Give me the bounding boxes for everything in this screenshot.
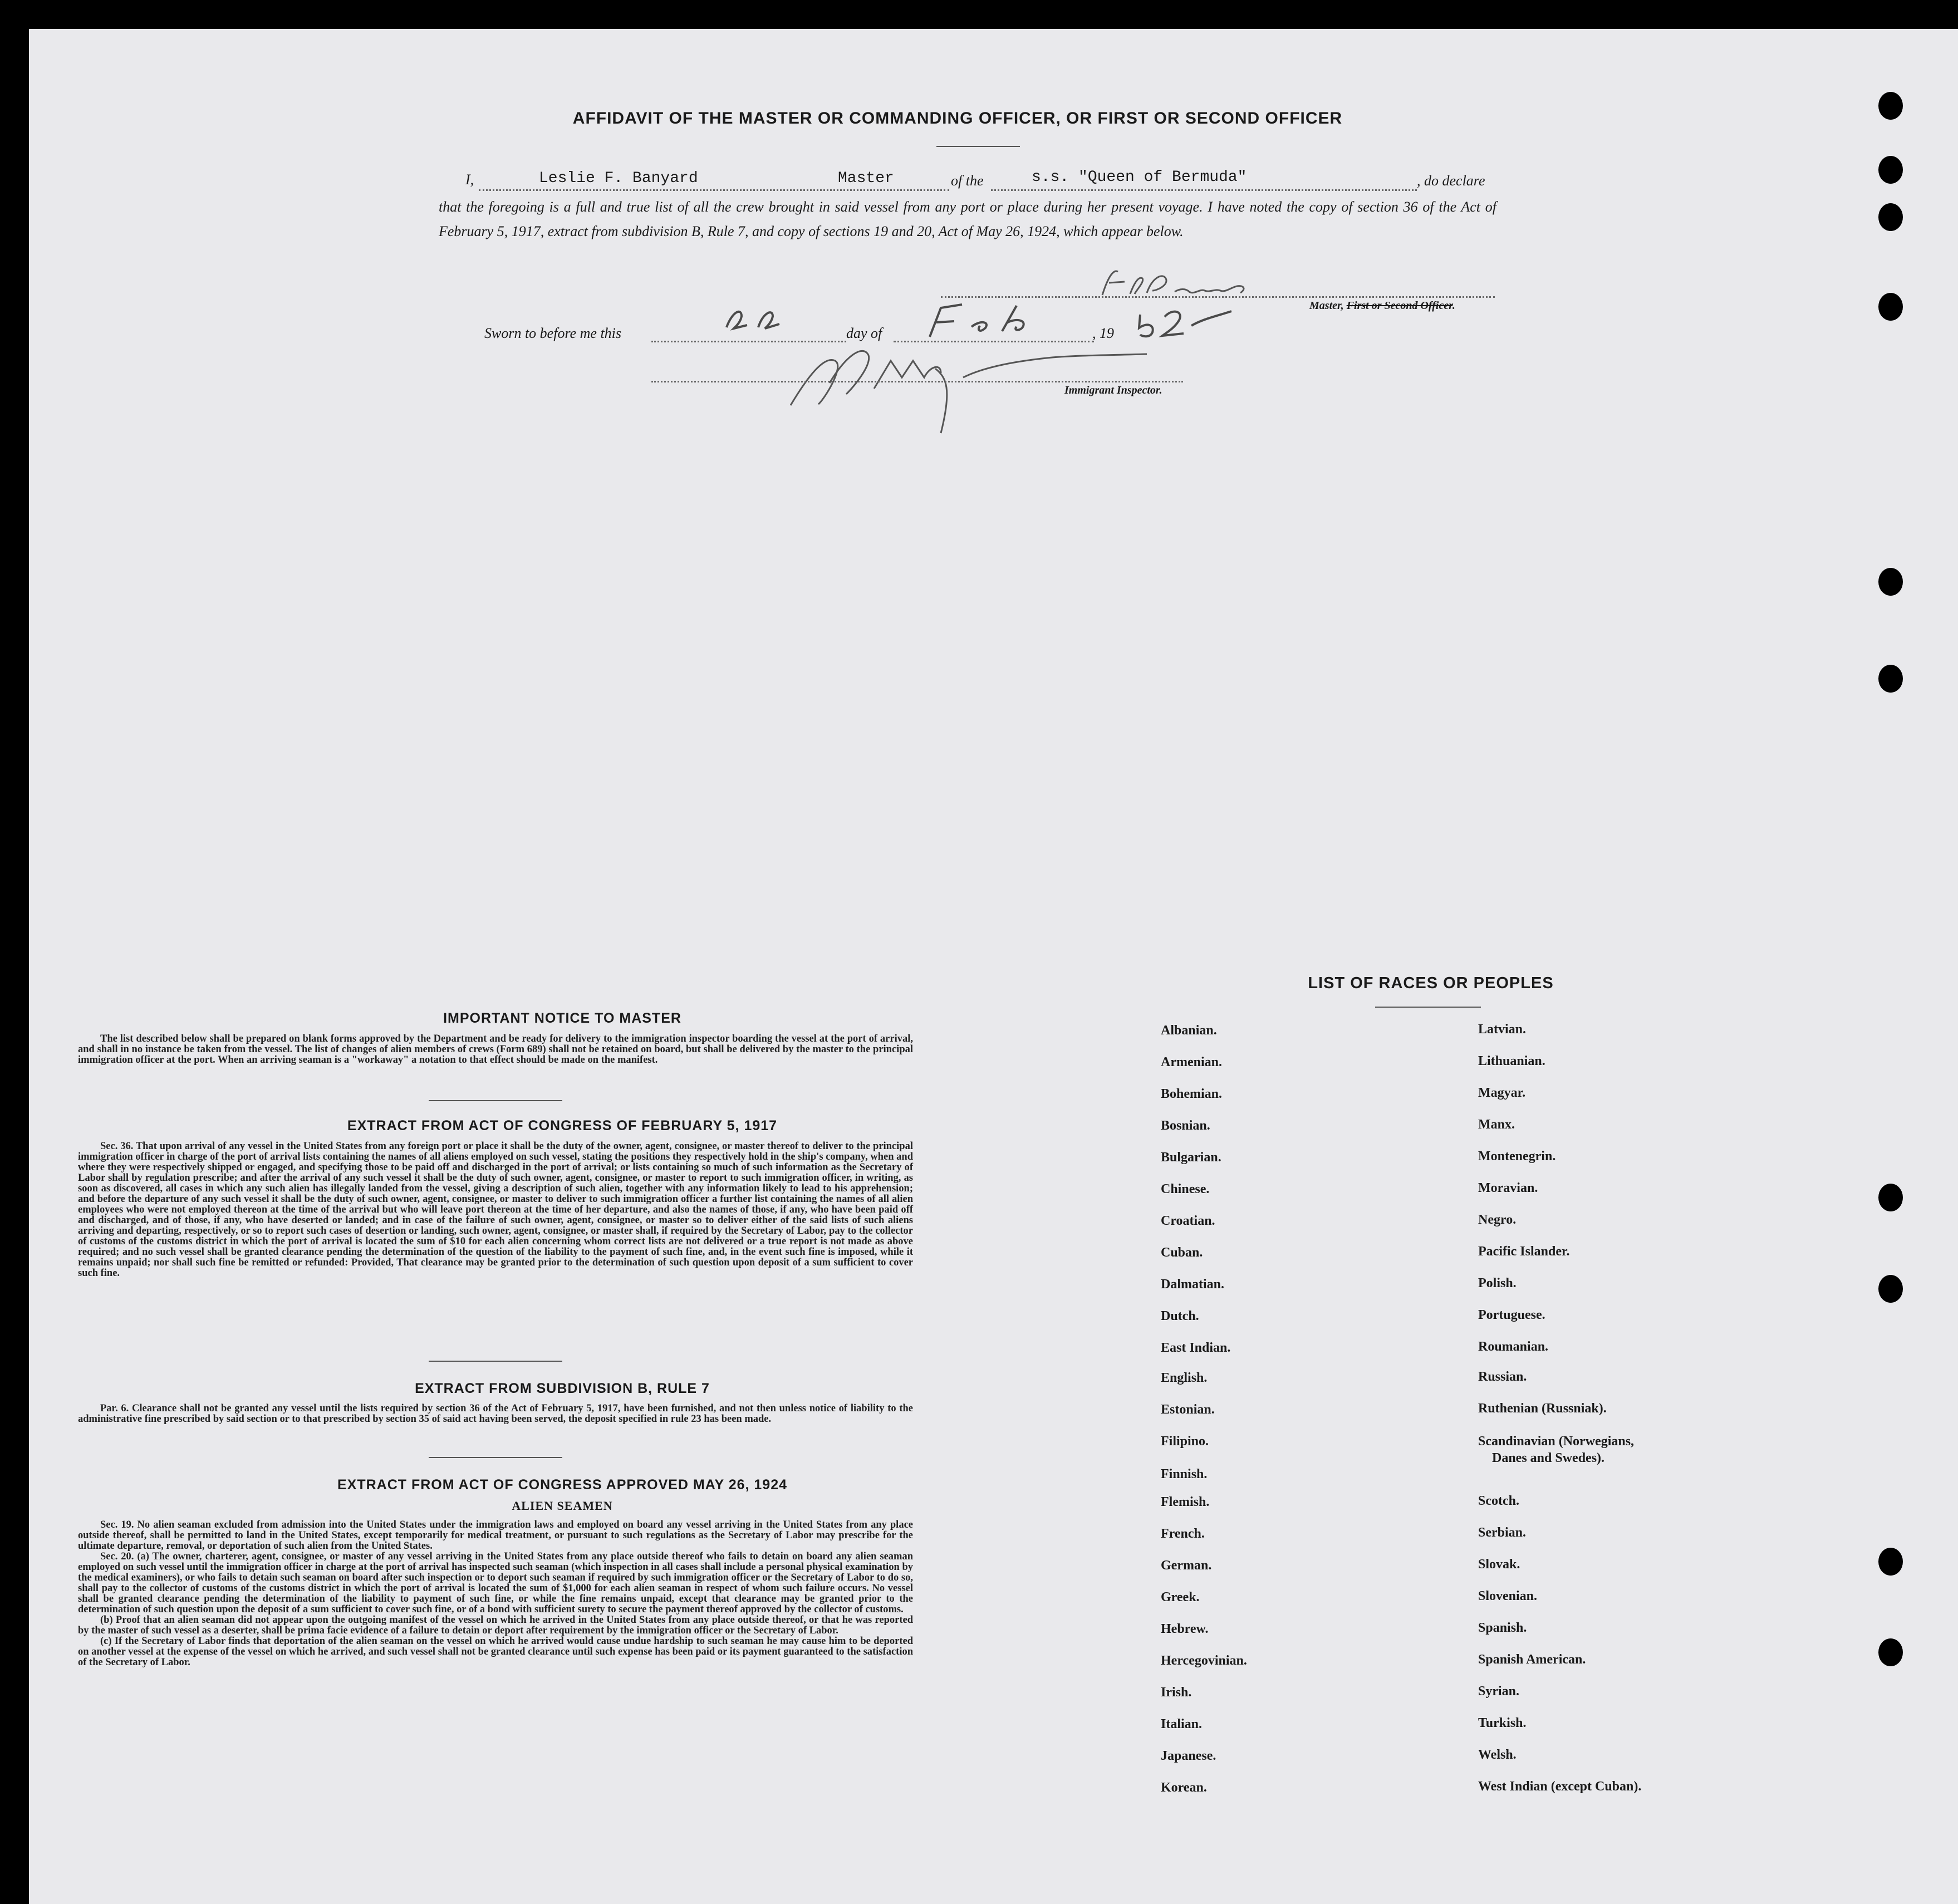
race-item: Armenian. (1161, 1055, 1222, 1069)
race-item: Pacific Islander. (1478, 1244, 1570, 1259)
sec-20b-paragraph: (b) Proof that an alien seaman did not appear upon the outgoing manifest of the vessel on which he arrived in the United States from any place outside thereof, or that he was reported by the master of such vessel as a deserter, shall be prima facie evidence of a failure to detain or deport after requirement by the immigration officer or the Secretary of Labor. (78, 1615, 913, 1636)
extract-1924-text (78, 1520, 913, 1668)
signature-caption: Master, First or Second Officer. (1309, 300, 1455, 312)
race-item: Turkish. (1478, 1716, 1527, 1730)
race-item: Scotch. (1478, 1494, 1519, 1508)
race-item: Polish. (1478, 1276, 1517, 1290)
race-item: Montenegrin. (1478, 1149, 1556, 1164)
inspector-signature-line (651, 381, 1183, 382)
extract-1924-title: EXTRACT FROM ACT OF CONGRESS APPROVED MAY 26, 1924 (337, 1477, 788, 1493)
race-item: Irish. (1161, 1685, 1192, 1700)
name-line (479, 189, 949, 191)
race-item: Greek. (1161, 1590, 1200, 1604)
race-item: Flemish. (1161, 1495, 1210, 1509)
divider (429, 1100, 562, 1101)
inspector-signature (763, 322, 1152, 439)
race-item: East Indian. (1161, 1341, 1231, 1355)
do-declare-label: , do declare (1417, 173, 1485, 189)
notice-title: IMPORTANT NOTICE TO MASTER (443, 1010, 681, 1026)
sec-20c-paragraph: (c) If the Secretary of Labor finds that deportation of the alien seaman on the vessel on which he arrived would cause undue hardship to such seaman he may cause him to be deported on another vessel at the expense of the vessel on which he arrived, and such vessel shall not be granted clearance until such expense has been paid or its payment guaranteed to the satisfaction of the Secretary of Labor. (78, 1636, 913, 1668)
punch-hole (1878, 1548, 1903, 1576)
punch-hole (1878, 665, 1903, 693)
race-item: Filipino. (1161, 1434, 1209, 1449)
master-name: Leslie F. Banyard (539, 170, 698, 187)
race-item: Magyar. (1478, 1086, 1526, 1100)
punch-hole (1878, 92, 1903, 120)
race-item: Syrian. (1478, 1684, 1520, 1699)
race-item: Bohemian. (1161, 1087, 1223, 1101)
day-of-label: day of (846, 325, 882, 341)
race-item: Latvian. (1478, 1022, 1527, 1037)
race-item: Italian. (1161, 1717, 1203, 1731)
race-item: Chinese. (1161, 1182, 1210, 1196)
race-item: Lithuanian. (1478, 1054, 1545, 1068)
divider (936, 146, 1020, 147)
races-title: LIST OF RACES OR PEOPLES (1308, 974, 1554, 992)
race-item: Spanish. (1478, 1621, 1527, 1635)
punch-hole (1878, 293, 1903, 321)
race-item: Slovak. (1478, 1557, 1520, 1572)
race-item: Albanian. (1161, 1023, 1217, 1038)
vessel-name: s.s. "Queen of Bermuda" (1032, 169, 1247, 186)
race-item: Hebrew. (1161, 1622, 1209, 1636)
vessel-line (991, 189, 1417, 191)
sec-20a-paragraph: Sec. 20. (a) The owner, charterer, agent, consignee, or master of any vessel arriving in the United States from any place outside thereof who fails to detain on board any alien seaman employed on such vessel until the immigration officer in charge at the port of arrival has inspected such seaman (which inspection in all cases shall include a personal physical examination by the medical examiners), or who fails to detain such seaman on board after such inspection or to deport such seaman if required by such immigration officer or the Secretary of Labor to do so, shall pay to the collector of customs of the customs district in which the port of arrival is located the sum of $1,000 for each alien seaman in respect of whom such failure occurs. No vessel shall be granted clearance pending the determination of the liability to payment of such fine, or while the fine remains unpaid, except that clearance may be granted prior to the determination of such question upon the deposit of a sum sufficient to cover such fine, or of a bond with sufficient surety to secure the payment thereof approved by the collector of customs. (78, 1551, 913, 1615)
extract-rule7-text: Par. 6. Clearance shall not be granted any vessel until the lists required by section 36 of the Act of February 5, 1917, have been furnished, and not then unless notice of liability to the administrative fine prescribed by said section or to that prescribed by section 35 of said act having been served, the deposit specified in rule 23 has been made. (78, 1403, 913, 1425)
race-item: Finnish. (1161, 1467, 1208, 1481)
race-item: Spanish American. (1478, 1652, 1586, 1667)
affidavit-title: AFFIDAVIT OF THE MASTER OR COMMANDING OFFICER, OR FIRST OR SECOND OFFICER (572, 109, 1343, 127)
race-item: Croatian. (1161, 1214, 1215, 1228)
race-item: English. (1161, 1371, 1208, 1385)
race-item: Scandinavian (Norwegians, (1478, 1434, 1635, 1449)
race-item: Portuguese. (1478, 1308, 1545, 1322)
race-item: Hercegovinian. (1161, 1653, 1247, 1668)
affidavit-body: that the foregoing is a full and true list of all the crew brought in said vessel from any port or place during her present voyage. I have noted the copy of section 36 of the Act of February 5, 1917, extract from subdivision B, Rule 7, and copy of sections 19 and 20, Act of May 26, 1924, which appear below. (439, 199, 1496, 239)
punch-hole (1878, 1184, 1903, 1211)
race-item: German. (1161, 1558, 1212, 1573)
race-item: Korean. (1161, 1780, 1207, 1795)
race-item: Welsh. (1478, 1748, 1517, 1762)
race-item: West Indian (except Cuban). (1478, 1779, 1642, 1794)
race-item: French. (1161, 1527, 1205, 1541)
race-item: Danes and Swedes). (1492, 1451, 1605, 1465)
race-item: Cuban. (1161, 1245, 1203, 1260)
extract-1917-text: Sec. 36. That upon arrival of any vessel in the United States from any foreign port or place it shall be the duty of the owner, agent, consignee, or master thereof to deliver to the principal immigration officer in charge of the port of arrival lists containing the names of all aliens employed on such vessel, stating the positions they respectively hold in the ship's company, when and where they were respectively shipped or engaged, and specifying those to be paid off and discharged in the port of arrival; or lists containing so much of such information as the Secretary of Labor shall by regulation prescribe; and after the arrival of any such vessel it shall be the duty of such owner, agent, consignee, or master to report to such immigration officer, in writing, as soon as discovered, all cases in which any such alien has illegally landed from the vessel, giving a description of such alien, together with any information likely to lead to his apprehension; and before the departure of any such vessel it shall be the duty of such owner, agent, consignee, or master to deliver to such immigration officer a further list containing the names of all alien employees who were not employed thereon at the time of the arrival but who will leave port thereon at the time of her departure, and also the names of those, if any, who have been paid off and discharged, and of those, if any, who have deserted or landed; and in case of the failure of such owner, agent, consignee, or master so to deliver either of the said lists of such aliens arriving and departing, respectively, or so to report such cases of desertion or landing, such owner, agent, consignee, or master shall, if required by the Secretary of Labor, pay to the collector of customs of the customs district in which the port of arrival is located the sum of $10 for each alien concerning whom correct lists are not delivered or a true report is not made as above required; and no such vessel shall be granted clearance pending the determination of the question of the liability to the payment of such fine, and, in the event such fine is imposed, while it remains unpaid; nor shall such fine be remitted or refunded: Provided, That clearance may be granted prior to the determination of such question upon deposit of a sum sufficient to cover such fine. (78, 1141, 913, 1279)
of-the-label: of the (951, 173, 984, 189)
inspector-caption: Immigrant Inspector. (1064, 384, 1162, 396)
race-item: Serbian. (1478, 1525, 1527, 1540)
punch-hole (1878, 568, 1903, 596)
punch-hole (1878, 203, 1903, 231)
race-item: Estonian. (1161, 1402, 1215, 1417)
race-item: Bulgarian. (1161, 1150, 1221, 1165)
sec-19-paragraph: Sec. 19. No alien seaman excluded from admission into the United States under the immigration laws and employed on board any vessel arriving in the United States from any place outside thereof, shall be permitted to land in the United States, except temporarily for medical treatment, or pursuant to such regulations as the Secretary of Labor may prescribe for the ultimate departure, removal, or deportation of such alien from the United States. (78, 1519, 913, 1552)
notice-text: The list described below shall be prepared on blank forms approved by the Department and be ready for delivery to the immigration inspector boarding the vessel at the port of arrival, and shall in no instance be taken from the vessel. The list of changes of alien members of crews (Form 689) shall not be retained on board, but shall be delivered by the master to the principal immigration officer at the port. When an arriving seaman is a "workaway" a notation to that effect should be made on the manifest. (78, 1033, 913, 1066)
race-item: Bosnian. (1161, 1118, 1210, 1133)
punch-hole (1878, 1275, 1903, 1303)
sworn-label: Sworn to before me this (484, 325, 622, 341)
extract-rule7-title: EXTRACT FROM SUBDIVISION B, RULE 7 (415, 1381, 710, 1396)
race-item: Negro. (1478, 1213, 1517, 1227)
race-item: Roumanian. (1478, 1339, 1549, 1354)
race-item: Ruthenian (Russniak). (1478, 1401, 1607, 1416)
race-item: Manx. (1478, 1117, 1515, 1132)
race-item: Dutch. (1161, 1309, 1199, 1323)
race-item: Moravian. (1478, 1181, 1538, 1195)
master-rank: Master (838, 170, 894, 187)
punch-hole (1878, 156, 1903, 184)
divider (1375, 1007, 1481, 1008)
race-item: Dalmatian. (1161, 1277, 1224, 1292)
master-signature (1091, 266, 1258, 305)
year-prefix: , 19 (1092, 325, 1114, 341)
race-item: Japanese. (1161, 1749, 1216, 1763)
divider (429, 1457, 562, 1458)
punch-hole (1878, 1638, 1903, 1666)
extract-1917-title: EXTRACT FROM ACT OF CONGRESS OF FEBRUARY 5, 1917 (347, 1118, 778, 1133)
affidavit-i-label: I, (465, 171, 474, 188)
race-item: Slovenian. (1478, 1589, 1538, 1603)
divider (429, 1361, 562, 1362)
extract-1924-subtitle: ALIEN SEAMEN (512, 1499, 613, 1513)
race-item: Russian. (1478, 1370, 1527, 1384)
